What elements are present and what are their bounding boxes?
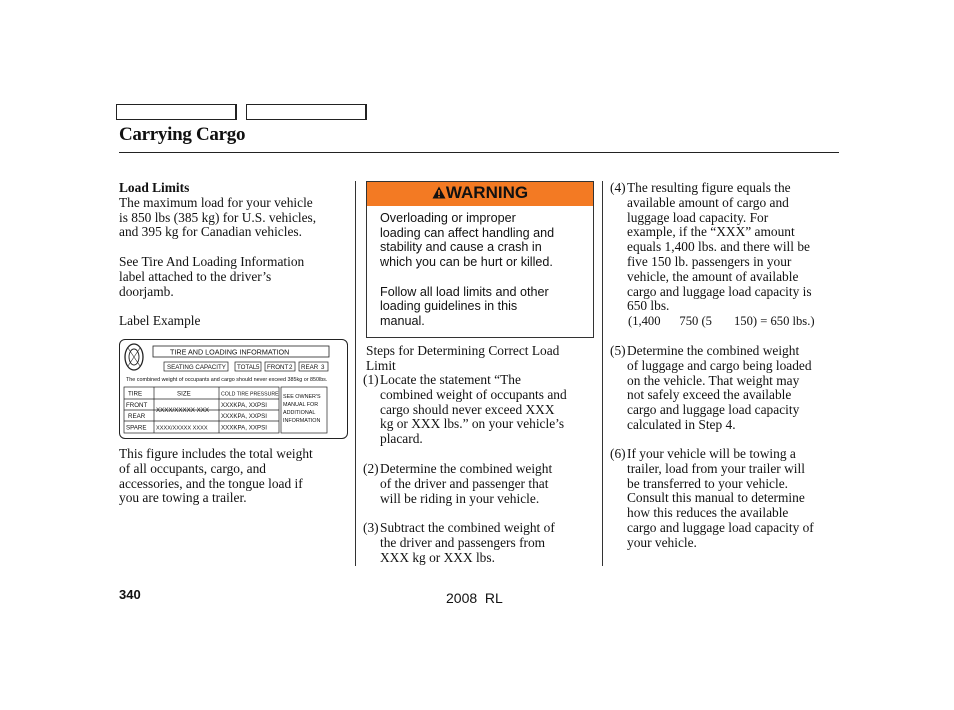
combined-weight-statement: The combined weight of occupants and cargo should never exceed 385kg or 850lbs. (126, 377, 328, 383)
text-line: calculated in Step 4. (627, 416, 736, 432)
front-value: 2 (289, 364, 293, 371)
text-line: This figure includes the total weight (119, 446, 313, 461)
column-divider-2 (602, 181, 603, 566)
text-line: the driver and passengers from (380, 534, 546, 550)
step-6 (610, 447, 842, 551)
seating-capacity-label: SEATING CAPACITY (167, 364, 226, 371)
text-line: manual. (380, 313, 425, 328)
step-number: (1) (363, 372, 379, 387)
step-number: (4) (610, 180, 626, 195)
warning-text (367, 206, 593, 329)
text-line: Determine the combined weight (380, 461, 553, 476)
page-number: 340 (119, 587, 141, 602)
text-line: doorjamb. (119, 283, 174, 299)
text-line: is 850 lbs (385 kg) for U.S. vehicles, (119, 209, 317, 225)
step-1 (363, 373, 599, 447)
text-line: on the vehicle. That weight may (627, 372, 800, 388)
text-line: trailer, load from your trailer will (627, 460, 805, 476)
page-title: Carrying Cargo (119, 124, 246, 145)
text-line: Determine the combined weight (627, 343, 800, 358)
text-line: placard. (380, 431, 423, 447)
text-line: Limit (366, 357, 396, 373)
column-divider-1 (355, 181, 356, 566)
text-line: of luggage and cargo being loaded (627, 357, 812, 373)
step-body (627, 181, 842, 329)
pressure-spare: XXXKPA, XXPSI (221, 424, 267, 432)
label-example-caption: Label Example (119, 313, 201, 329)
rear-value: 3 (321, 364, 325, 371)
step-2 (363, 462, 599, 506)
front-label: FRONT (267, 364, 289, 371)
see-line-2: MANUAL FOR (283, 402, 319, 408)
text-line: luggage load capacity. For (627, 209, 769, 225)
left-column (119, 181, 349, 329)
text-line: of all occupants, cargo, and (119, 460, 266, 476)
text-line: The maximum load for your vehicle (119, 194, 313, 210)
text-line: which you can be hurt or killed. (380, 255, 553, 270)
step-4-formula: (1,400 750 (5 150) = 650 lbs.) (628, 314, 815, 329)
warning-paragraph-2 (380, 285, 585, 329)
text-line: kg or XXX lbs.” on your vehicle’s (380, 416, 565, 432)
warning-triangle-icon (432, 186, 446, 199)
step-body (380, 521, 599, 565)
text-line: label attached to the driver’s (119, 268, 272, 284)
text-line: loading can affect handling and (380, 225, 555, 240)
figure-note (119, 447, 351, 506)
text-line: cargo should never exceed XXX (380, 401, 555, 417)
nav-tab-2[interactable] (246, 104, 367, 120)
text-line: accessories, and the tongue load if (119, 475, 303, 491)
step-body (627, 447, 842, 551)
text-line: cargo and luggage load capacity is (627, 283, 812, 299)
text-line: 650 lbs. (627, 298, 670, 314)
load-limits-intro (119, 196, 349, 240)
warning-label: WARNING (445, 183, 529, 202)
text-line: Consult this manual to determine (627, 490, 805, 506)
text-line: Follow all load limits and other (380, 284, 549, 299)
text-line: available amount of cargo and (627, 194, 789, 210)
text-line: cargo and luggage load capacity (627, 402, 800, 418)
col-tire: TIRE (128, 390, 143, 398)
warning-paragraph-1 (380, 211, 585, 270)
text-line: See Tire And Loading Information (119, 253, 305, 269)
text-line: and 395 kg for Canadian vehicles. (119, 224, 302, 240)
see-label-paragraph (119, 255, 349, 299)
text-line: vehicle, the amount of available (627, 268, 799, 284)
step-body (627, 344, 842, 433)
step-3 (363, 521, 599, 565)
text-line: how this reduces the available (627, 505, 789, 521)
warning-label-wrap (367, 183, 593, 203)
step-number: (2) (363, 461, 379, 476)
text-line: The resulting figure equals the (627, 180, 791, 195)
text-line: will be riding in your vehicle. (380, 490, 540, 506)
warning-header (367, 182, 593, 206)
text-line: XXX kg or XXX lbs. (380, 549, 495, 565)
step-number: (5) (610, 343, 626, 358)
text-line: Subtract the combined weight of (380, 520, 555, 535)
text-line: If your vehicle will be towing a (627, 446, 796, 461)
pressure-rear: XXXKPA, XXPSI (221, 413, 267, 420)
total-label: TOTAL (237, 364, 257, 371)
step-5 (610, 344, 842, 433)
text-line: Locate the statement “The (380, 372, 521, 387)
text-line: you are towing a trailer. (119, 490, 247, 506)
col-pressure: COLD TIRE PRESSURE (221, 391, 279, 398)
label-title: TIRE AND LOADING INFORMATION (170, 347, 290, 357)
row-spare: SPARE (126, 424, 147, 432)
size-front-rear: XXXX/XXXXX XXX (156, 407, 209, 414)
rear-label: REAR (301, 364, 319, 371)
row-rear: REAR (128, 413, 146, 420)
see-line-1: SEE OWNER'S (283, 394, 321, 400)
title-rule (119, 152, 839, 153)
step-body (380, 462, 599, 506)
text-line: example, if the “XXX” amount (627, 224, 795, 240)
steps-heading (366, 344, 598, 374)
text-line: five 150 lb. passengers in your (627, 253, 792, 269)
text-line: Overloading or improper (380, 211, 516, 225)
row-front: FRONT (126, 402, 148, 409)
text-line: combined weight of occupants and (380, 386, 567, 402)
text-line: Steps for Determining Correct Load (366, 343, 560, 358)
size-spare: XXXX/XXXXX XXXX (156, 425, 208, 432)
see-line-3: ADDITIONAL (283, 410, 316, 416)
see-line-4: INFORMATION (283, 418, 321, 424)
load-limits-heading: Load Limits (119, 180, 190, 195)
text-line: of the driver and passenger that (380, 475, 549, 491)
nav-tab-1[interactable] (116, 104, 237, 120)
step-number: (3) (363, 520, 379, 535)
step-number: (6) (610, 446, 626, 461)
text-line: loading guidelines in this (380, 299, 518, 314)
text-line: not safely exceed the available (627, 387, 792, 403)
tire-loading-label-illustration (119, 339, 348, 439)
text-line: your vehicle. (627, 534, 697, 550)
step-4 (610, 181, 842, 329)
text-line: stability and cause a crash in (380, 240, 542, 255)
warning-box (366, 181, 594, 338)
pressure-front: XXXKPA, XXPSI (221, 402, 267, 409)
model-label: 2008 RL (446, 590, 503, 606)
text-line: cargo and luggage load capacity of (627, 519, 814, 535)
tire-icon (125, 344, 143, 370)
step-body (380, 373, 599, 447)
text-line: be transferred to your vehicle. (627, 475, 788, 491)
text-line: equals 1,400 lbs. and there will be (627, 239, 810, 255)
tire-label-graphic (120, 340, 347, 438)
col-size: SIZE (177, 390, 191, 398)
total-value: 5 (256, 364, 260, 371)
